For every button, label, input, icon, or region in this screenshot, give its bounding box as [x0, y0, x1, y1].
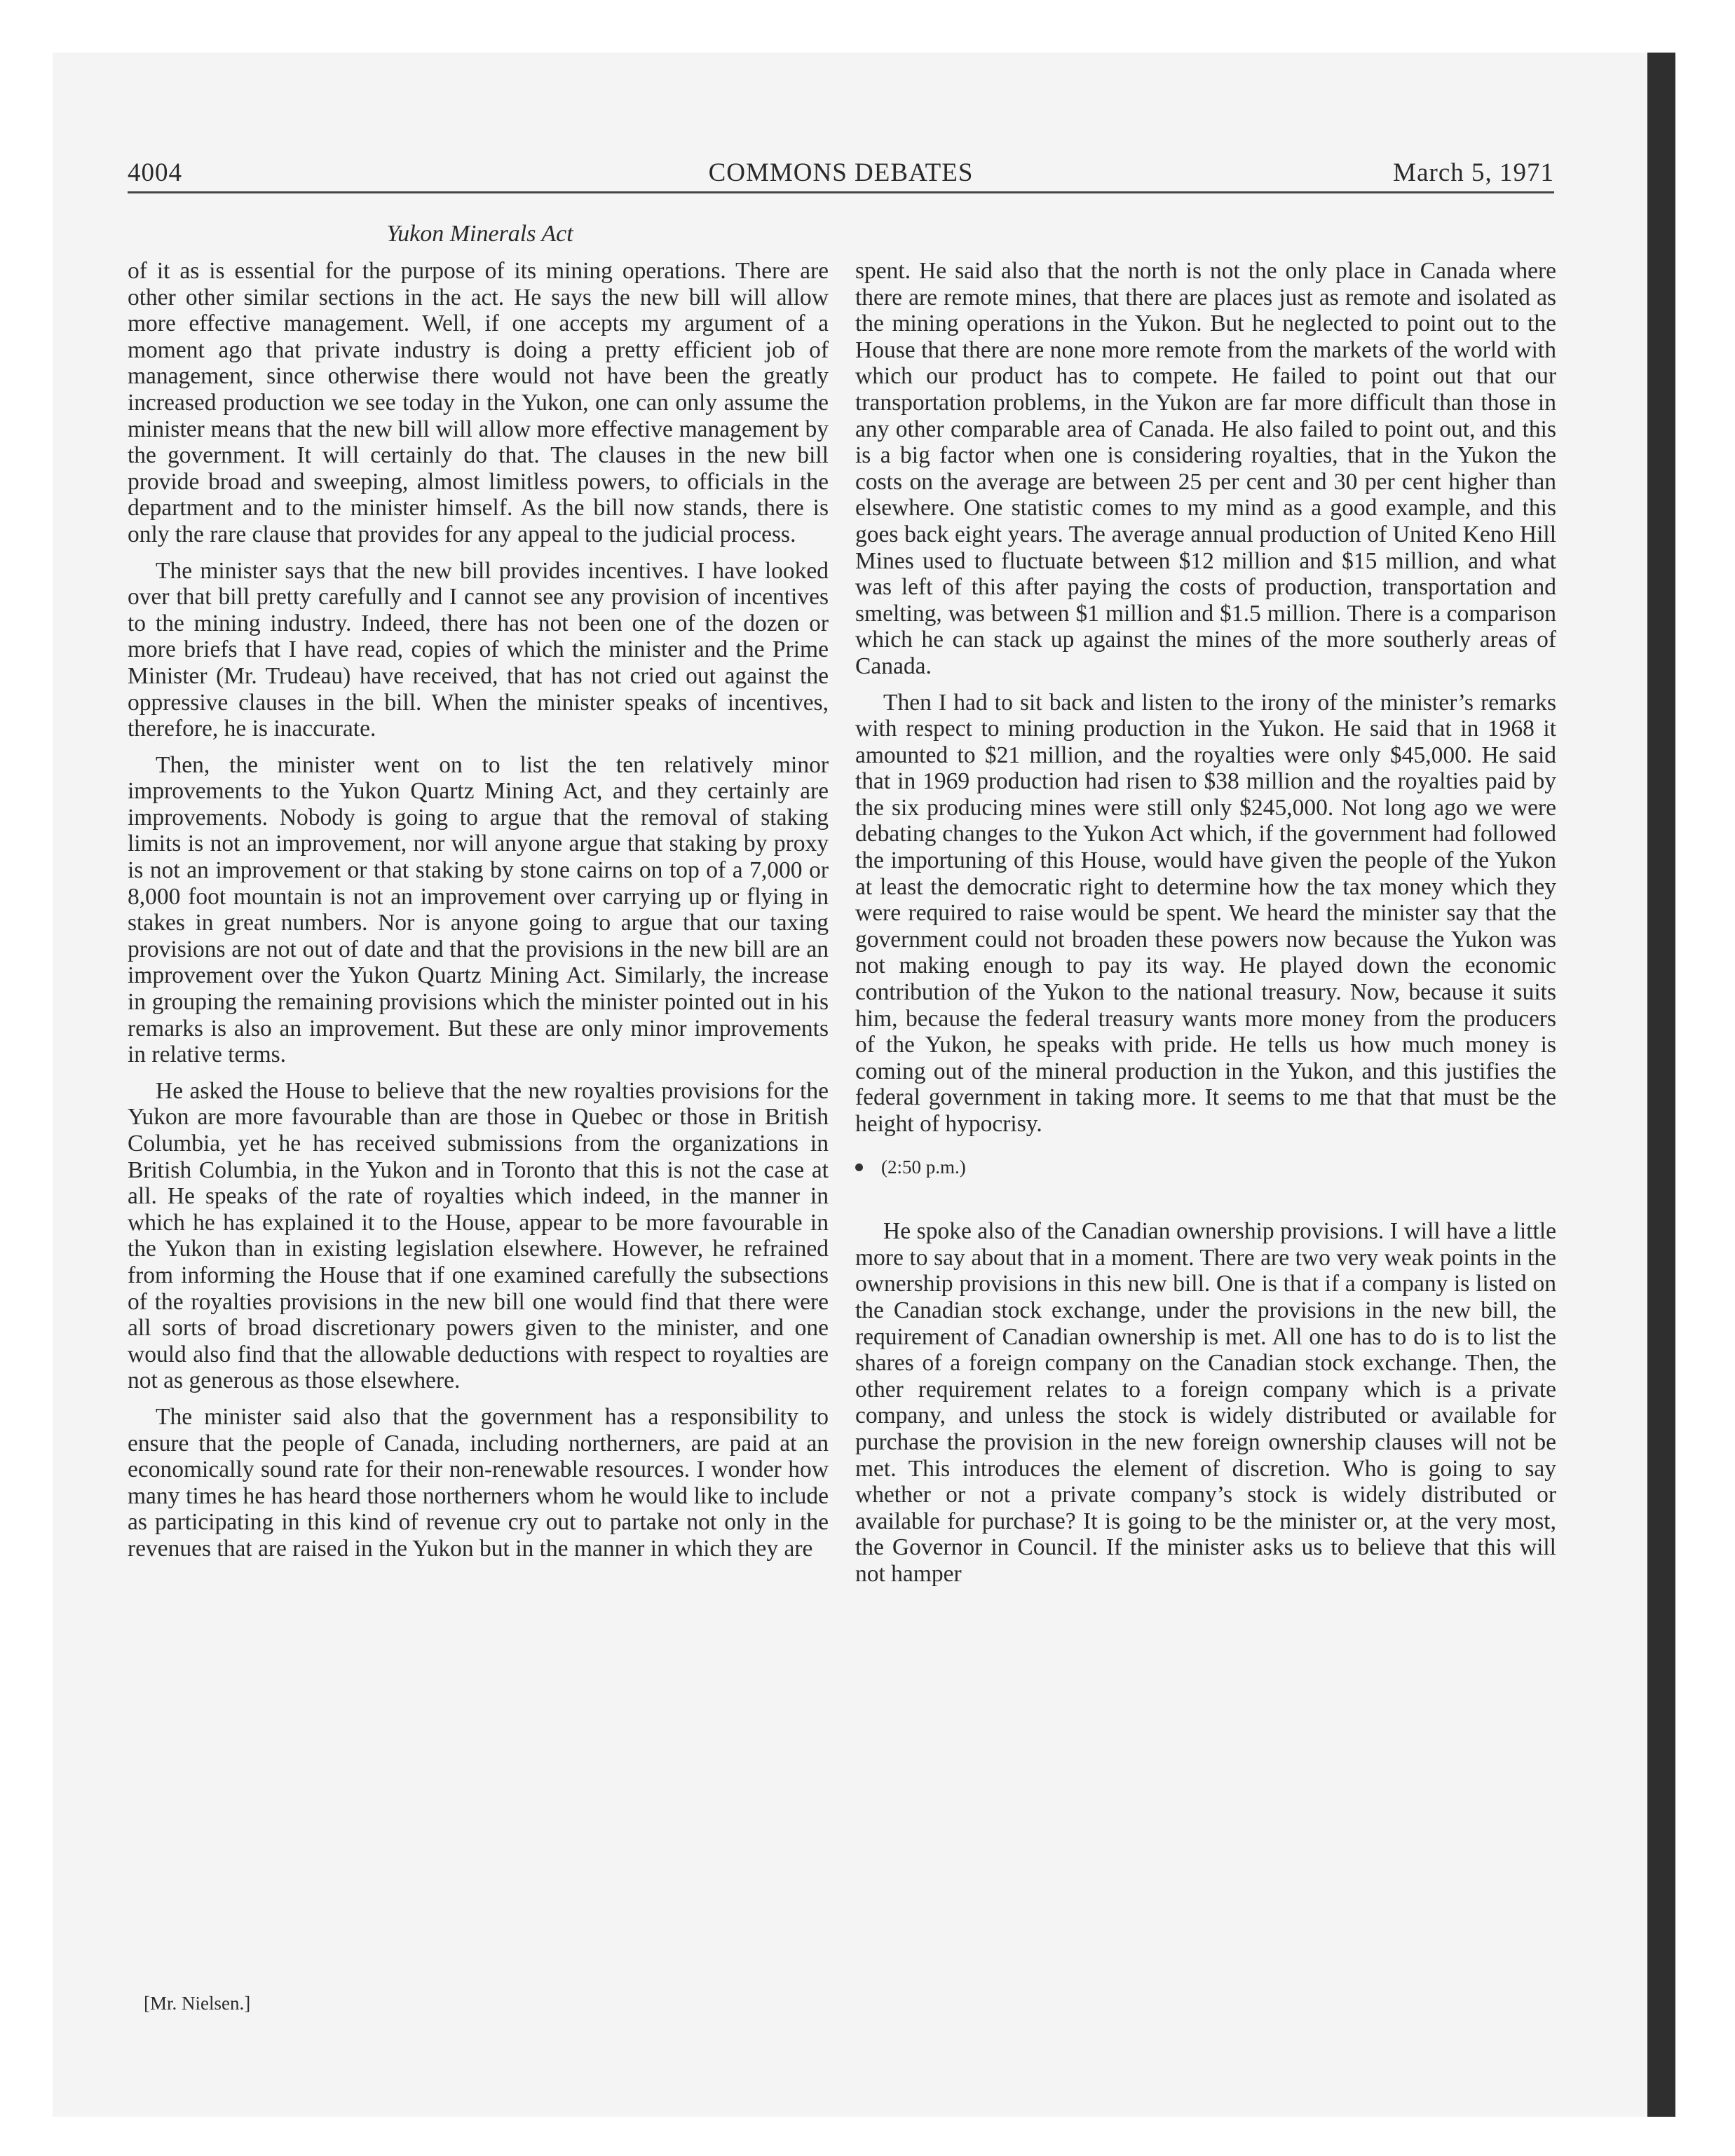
speaker-footer: [Mr. Nielsen.] [144, 1993, 251, 2014]
paragraph: spent. He said also that the north is not the only place in Canada where there are remote mines, that there are places just as remote and isolated as the mining operations in the Yukon. But he neglected to point out to the House that there are none more remote from the markets of the world with which our product has to compete. He failed to point out that our transportation problems, in the Yukon are far more difficult than those in any other comparable area of Canada. He also failed to point out, and this is a big factor when one is considering royalties, that in the Yukon the costs on the average are between 25 per cent and 30 per cent higher than elsewhere. One statistic comes to my mind as a good example, and this goes back eight years. The average annual production of United Keno Hill Mines used to fluctuate between $12 million and $15 million, and what was left of this after paying the costs of production, transportation and smelting, was between $1 million and $1.5 million. There is a comparison which he can stack up against the mines of the more southerly areas of Canada. [855, 258, 1556, 679]
paragraph: The minister says that the new bill provides incentives. I have looked over that bill pretty carefully and I cannot see any provision of incentives to the mining industry. Indeed, there has not been one of the dozen or more briefs that I have read, copies of which the minister and the Prime Minister (Mr. Trudeau) have received, that has not cried out against the oppressive clauses in the bill. When the minister speaks of incentives, therefore, he is inaccurate. [128, 557, 829, 742]
time-marker-text: (2:50 p.m.) [881, 1156, 966, 1178]
header-date: March 5, 1971 [1393, 158, 1554, 187]
bullet-icon [855, 1164, 863, 1171]
paragraph: of it as is essential for the purpose of its mining operations. There are other other similar sections in the act. He says the new bill will allow more effective management. Well, if one accepts my argument of a moment ago that private industry is doing a pretty efficient job of management, since otherwise there would not have been the greatly increased production we see today in the Yukon, one can only assume the minister means that the new bill will allow more effective management by the government. It will certainly do that. The clauses in the new bill provide broad and sweeping, almost limitless powers, to officials in the department and to the minister himself. As the bill now stands, there is only the rare clause that provides for any appeal to the judicial process. [128, 258, 829, 547]
scan-edge-shadow [1647, 53, 1675, 2117]
paragraph: Then, the minister went on to list the ten relatively minor improvements to the Yukon Quartz Mining Act, and they certainly are improvements. Nobody is going to argue that the removal of staking limits is not an improvement, nor will anyone argue that staking by proxy is not an improvement or that staking by stone cairns on top of a 7,000 or 8,000 foot mountain is not an improvement over carrying up or flying in stakes in great numbers. Nor is anyone going to argue that our taxing provisions are not out of date and that the provisions in the new bill are an improvement over the Yukon Quartz Mining Act. Similarly, the increase in grouping the remaining provisions which the minister pointed out in his remarks is also an improvement. But these are only minor improvements in relative terms. [128, 751, 829, 1068]
paragraph: He spoke also of the Canadian ownership provisions. I will have a little more to say about that in a moment. There are two very weak points in the ownership provisions in this new bill. One is that if a company is listed on the Canadian stock exchange, under the provisions in the new bill, the requirement of Canadian ownership is met. All one has to do is to list the shares of a foreign company on the Canadian stock exchange. Then, the other requirement relates to a foreign company which is a private company, and unless the stock is widely distributed or available for purchase the provision in the new foreign ownership clauses will not be met. This introduces the element of discretion. Who is going to say whether or not a private company’s stock is widely distributed or available for purchase? It is going to be the minister or, at the very most, the Governor in Council. If the minister asks us to believe that this will not hamper [855, 1218, 1556, 1587]
paragraph: The minister said also that the government has a responsibility to ensure that the people of Canada, including northerners, are paid at an economically sound rate for their non-renewable resources. I wonder how many times he has heard those northerners whom he would like to include as participating in this kind of revenue cry out to partake not only in the revenues that are raised in the Yukon but in the manner in which they are [128, 1403, 829, 1562]
page-number: 4004 [128, 158, 182, 187]
paragraph: Then I had to sit back and listen to the irony of the minister’s remarks with respect to mining production in the Yukon. He said that in 1968 it amounted to $21 million, and the royalties were only $45,000. He said that in 1969 production had risen to $38 million and the royalties paid by the six producing mines were still only $245,000. Not long ago we were debating changes to the Yukon Act which, if the government had followed the importuning of this House, would have given the people of the Yukon at least the democratic right to determine how the tax money which they were required to raise would be spent. We heard the minister say that the government could not broaden these powers now because the Yukon was not making enough to pay its way. He played down the economic contribution of the Yukon to the national treasury. Now, because it suits him, because the federal treasury wants more money from the producers of the Yukon, he speaks with pride. He tells us how much money is coming out of the mineral production in the Yukon, and this justifies the federal government in taking more. It seems to me that that must be the height of hypocrisy. [855, 689, 1556, 1137]
running-header [128, 158, 1554, 193]
left-column [128, 258, 829, 1572]
publication-title: COMMONS DEBATES [708, 158, 974, 187]
section-title: Yukon Minerals Act [386, 221, 573, 247]
right-column [855, 258, 1556, 1597]
paragraph: He asked the House to believe that the new royalties provisions for the Yukon are more favourable than are those in Quebec or those in British Columbia, yet he has received submissions from the organizations in British Columbia, in the Yukon and in Toronto that this is not the case at all. He speaks of the rate of royalties which indeed, in the manner in which he has explained it to the House, appear to be more favourable in the Yukon than in existing legislation elsewhere. However, he refrained from informing the House that if one examined carefully the subsections of the royalties provisions in the new bill one would find that there were all sorts of broad discretionary powers given to the minister, and one would also find that the allowable deductions with respect to royalties are not as generous as those elsewhere. [128, 1077, 829, 1394]
time-marker [855, 1154, 1556, 1181]
